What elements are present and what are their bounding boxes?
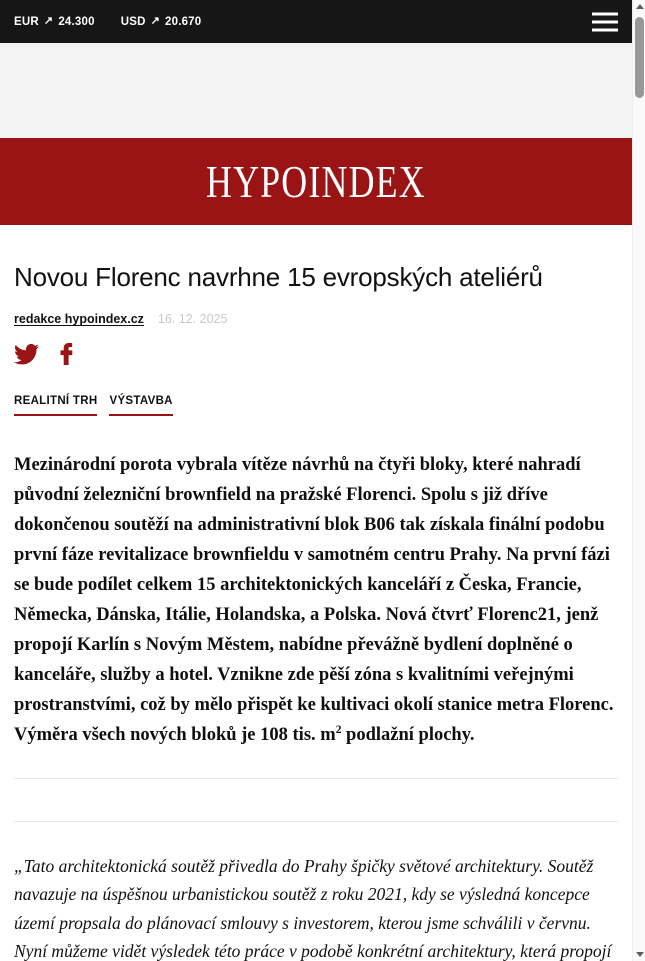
article-author-link[interactable]: redakce hypoindex.cz — [14, 312, 144, 327]
scroll-up-arrow-icon[interactable] — [633, 0, 645, 13]
top-ticker-bar — [0, 0, 632, 43]
scrollbar-thumb[interactable] — [635, 17, 644, 98]
twitter-share-icon[interactable] — [14, 344, 39, 365]
arrow-up-right-icon: ↗ — [43, 15, 54, 27]
article-date: 16. 12. 2025 — [157, 312, 228, 327]
ticker-usd-value: 20.670 — [165, 15, 202, 28]
hamburger-bar — [592, 12, 618, 15]
divider-bottom — [14, 821, 618, 822]
ticker-usd-code: USD — [120, 15, 146, 28]
article-meta — [14, 312, 618, 326]
lead-superscript: 2 — [335, 723, 342, 736]
hamburger-menu-icon[interactable] — [592, 12, 618, 31]
currency-ticker-list — [14, 16, 201, 28]
divider-top — [14, 778, 618, 779]
vertical-scrollbar[interactable] — [632, 0, 645, 961]
tag-vystavba[interactable]: VÝSTAVBA — [109, 395, 172, 416]
site-masthead — [0, 138, 632, 225]
scroll-down-glyph — [636, 952, 644, 957]
ticker-eur-code: EUR — [14, 15, 39, 28]
ticker-item-usd[interactable] — [121, 16, 202, 28]
header-spacer-band — [0, 43, 632, 138]
social-share-bar — [14, 342, 618, 366]
article-container — [0, 262, 632, 961]
hamburger-bar — [592, 28, 618, 31]
lead-text-part-2: podlažní plochy. — [341, 725, 475, 746]
site-logo[interactable]: HYPOINDEX — [206, 155, 426, 207]
article-tag-list — [14, 395, 618, 416]
page-title: Novou Florenc navrhne 15 evropských ateliérů — [14, 262, 543, 292]
lead-text-part-1: Mezinárodní porota vybrala vítěze návrhů na čtyři bloky, které nahradí původní železniční brownfield na pražské Florenci. Spolu s již dříve dokončenou soutěží na administrativní blok B06 tak získala finální podobu první fáze revitalizace brownfieldu v samotném centru Prahy. Na první fázi se bude podílet celkem 15 architektonických kanceláří z Česka, Francie, Německa, Dánska, Itálie, Holandska, a Polska. Nová čtvrť Florenc21, jenž propojí Karlín s Novým Městem, nabídne převážně bydlení doplněné o kanceláře, služby a hotel. Vznikne zde pěší zóna s kvalitními veřejnými prostranstvími, což by mělo přispět ke kultivaci okolí stanice metra Florenc. Výměra všech nových bloků je 108 tis. m — [14, 455, 614, 746]
facebook-share-icon[interactable] — [60, 343, 73, 365]
ticker-eur-value: 24.300 — [58, 15, 95, 28]
hamburger-bar — [592, 20, 618, 23]
ticker-item-eur[interactable] — [14, 16, 95, 28]
scroll-up-glyph — [636, 4, 644, 9]
article-lead-paragraph — [14, 451, 618, 751]
arrow-up-right-icon: ↗ — [150, 15, 160, 27]
scroll-down-arrow-icon[interactable] — [633, 948, 645, 961]
article-pull-quote: „Tato architektonická soutěž přivedla do Prahy špičky světové architektury. Soutěž navazuje na úspěšnou urbanistickou soutěž z roku 2021, kdy se výsledná koncepce území propsala do plánovací smlouvy s investorem, kterou jsme schválili v červnu. Nyní můžeme vidět výsledek této práce v podobě konkrétní architektury, která propojí — [14, 856, 612, 961]
tag-realitni-trh[interactable]: REALITNÍ TRH — [14, 395, 97, 416]
